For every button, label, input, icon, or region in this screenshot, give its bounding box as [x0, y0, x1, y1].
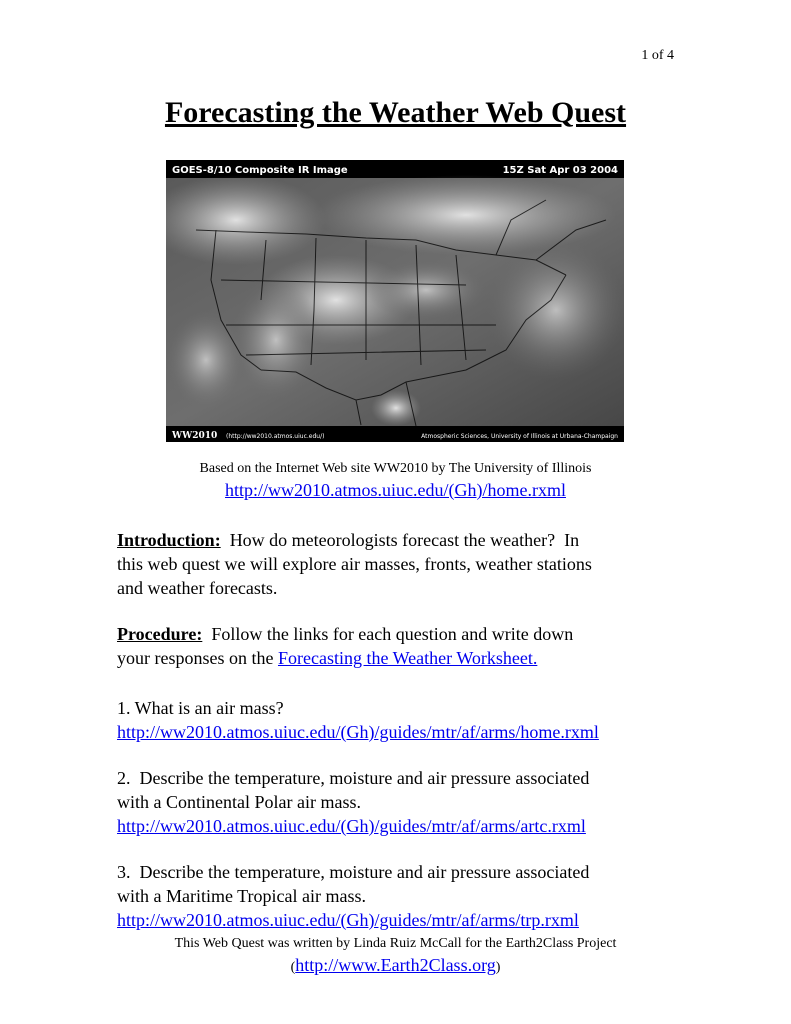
image-footer-logo: WW2010: [172, 431, 218, 441]
footer-open-paren: (: [290, 960, 296, 975]
question-1: [117, 696, 692, 744]
worksheet-link[interactable]: Forecasting the Weather Worksheet.: [277, 648, 538, 668]
procedure-section: [117, 622, 692, 670]
question-text: 2. Describe the temperature, moisture and air pressure associated: [117, 768, 590, 788]
question-text: 1. What is an air mass?: [117, 698, 284, 718]
page-title: Forecasting the Weather Web Quest: [164, 96, 627, 129]
footer-link-line: [0, 955, 791, 976]
question-2: [117, 766, 692, 838]
question-2-link[interactable]: http://ww2010.atmos.uiuc.edu/(Gh)/guides/mtr/af/arms/artc.rxml: [117, 816, 586, 836]
introduction-text-line1: How do meteorologists forecast the weather? In: [220, 530, 580, 550]
procedure-label: Procedure:: [117, 624, 203, 644]
introduction-label: Introduction:: [117, 530, 221, 550]
introduction-text-line2: this web quest we will explore air masses, fronts, weather stations: [117, 554, 592, 574]
image-footer-url: (http://ww2010.atmos.uiuc.edu/): [226, 433, 325, 440]
question-text: with a Maritime Tropical air mass.: [117, 886, 366, 906]
procedure-text-line2: your responses on the: [117, 648, 278, 668]
question-1-link[interactable]: http://ww2010.atmos.uiuc.edu/(Gh)/guides/mtr/af/arms/home.rxml: [117, 722, 599, 742]
satellite-map-graphic: [166, 160, 624, 442]
procedure-text-line1: Follow the links for each question and write down: [202, 624, 574, 644]
image-caption: Based on the Internet Web site WW2010 by The University of Illinois: [199, 461, 592, 476]
question-3-link[interactable]: http://ww2010.atmos.uiuc.edu/(Gh)/guides/mtr/af/arms/trp.rxml: [117, 910, 579, 930]
satellite-image: [166, 160, 624, 442]
image-footer-credit: Atmospheric Sciences, University of Illinois at Urbana-Champaign: [421, 433, 618, 440]
question-text: 3. Describe the temperature, moisture and air pressure associated: [117, 862, 590, 882]
image-header-left: GOES-8/10 Composite IR Image: [172, 165, 348, 176]
footer-credit: This Web Quest was written by Linda Ruiz McCall for the Earth2Class Project: [174, 936, 617, 951]
footer-close-paren: ): [495, 960, 501, 975]
introduction-section: [117, 528, 692, 600]
earth2class-link[interactable]: http://www.Earth2Class.org: [295, 955, 496, 975]
ww2010-home-link[interactable]: http://ww2010.atmos.uiuc.edu/(Gh)/home.rxml: [225, 480, 566, 500]
page-number: 1 of 4: [641, 48, 674, 63]
introduction-text-line3: and weather forecasts.: [117, 578, 278, 598]
image-header-right: 15Z Sat Apr 03 2004: [502, 165, 618, 176]
question-3: [117, 860, 692, 932]
question-text: with a Continental Polar air mass.: [117, 792, 361, 812]
